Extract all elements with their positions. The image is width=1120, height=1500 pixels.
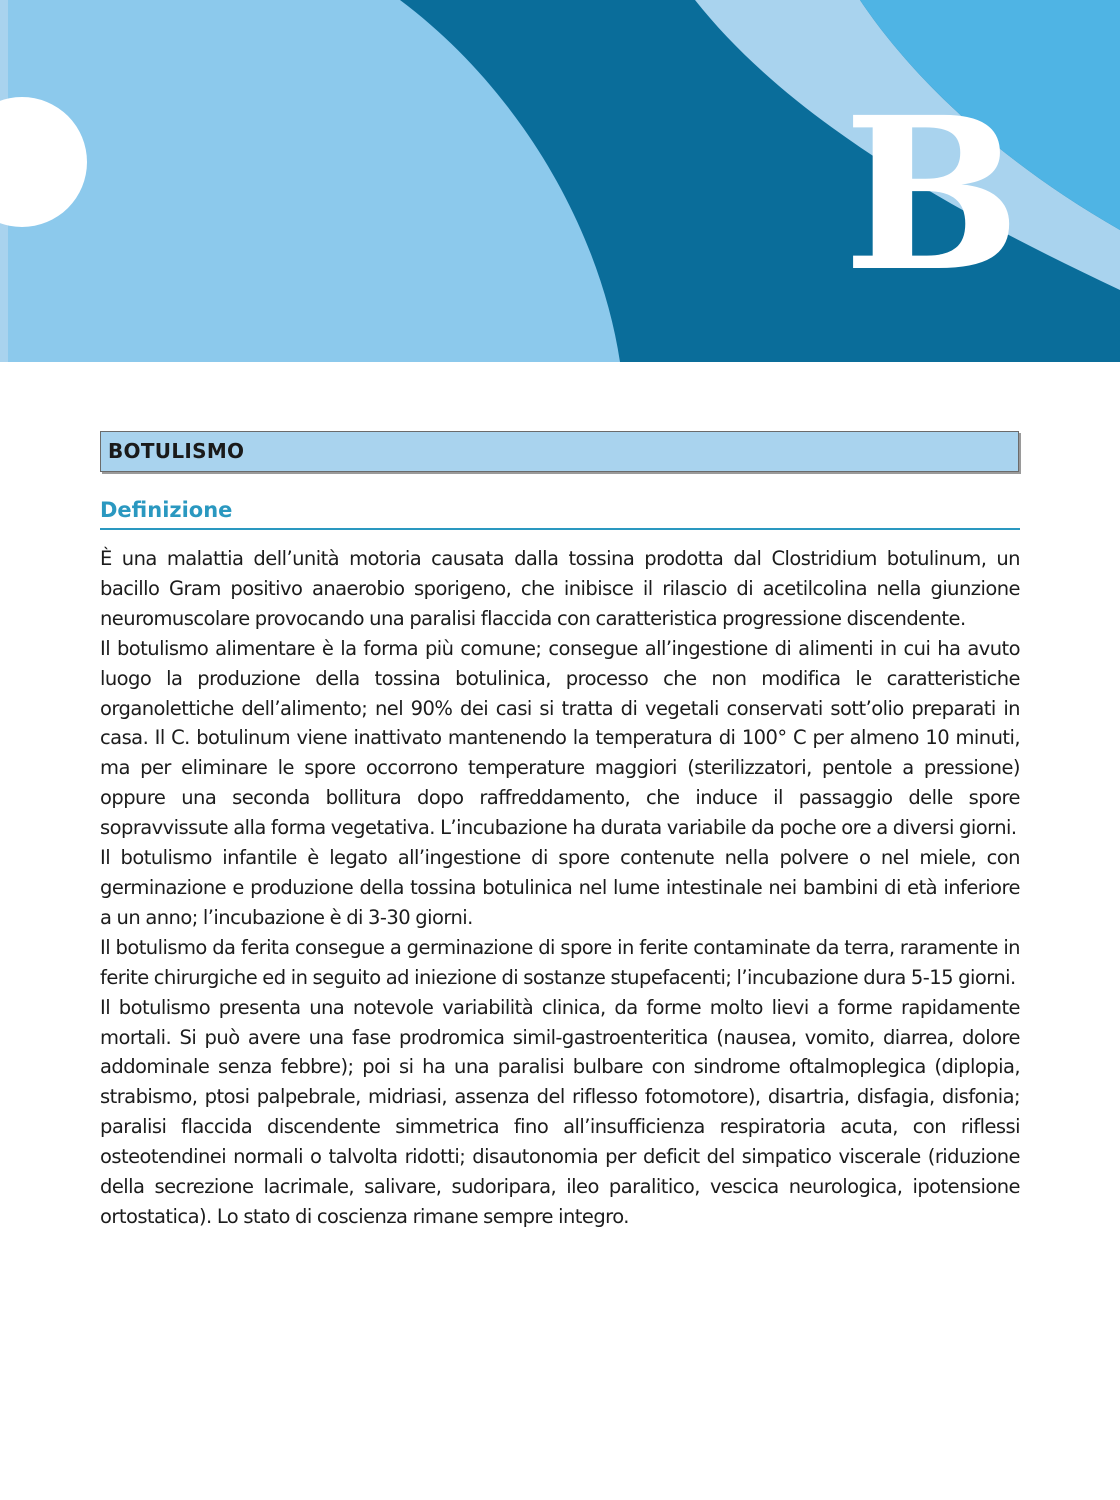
paragraph-wound: Il botulismo da ferita consegue a germinazione di spore in ferite contaminate da terra, raramente in ferite chirurgiche ed in seguito ad iniezione di sostanze stupefacenti; l’incubazione dura 5-15 giorni. [100,935,1020,989]
body-text [100,544,1020,1232]
subsection-title: Definizione [100,498,233,522]
subsection-heading [100,496,1020,530]
paragraph-definition: È una malattia dell’unità motoria causata dalla tossina prodotta dal Clostridium botulinum, un bacillo Gram positivo anaerobio sporigeno, che inibisce il rilascio di acetilcolina nella giunzione neuromuscolare provocando una paralisi flaccida con caratteristica progressione discendente. [100,547,1020,630]
section-title-box [100,431,1019,472]
chapter-letter: B [843,71,1021,318]
section-title: BOTULISMO [108,439,245,463]
paragraph-infant: Il botulismo infantile è legato all’ingestione di spore contenute nella polvere o nel miele, con germinazione e produzione della tossina botulinica nel lume intestinale nei bambini di età inferiore a un anno; l’incubazione è di 3-30 giorni. [100,846,1020,929]
paragraph-alimentary: Il botulismo alimentare è la forma più comune; consegue all’ingestione di alimenti in cui ha avuto luogo la produzione della tossina botulinica, processo che non modifica le caratteristiche organolettiche dell’alimento; nel 90% dei casi si tratta di vegetali conservati sott’olio preparati in casa. Il C. botulinum viene inattivato mantenendo la temperatura di 100° C per almeno 10 minuti, ma per eliminare le spore occorrono temperature maggiori (sterilizzatori, pentole a pressione) oppure una seconda bollitura dopo raffreddamento, che induce il passaggio delle spore sopravvissute alla forma vegetativa. L’incubazione ha durata variabile da poche ore a diversi giorni. [100,636,1020,840]
header-wave-graphic [0,0,1120,362]
chapter-header-banner [0,0,1120,362]
paragraph-clinical: Il botulismo presenta una notevole variabilità clinica, da forme molto lievi a forme rapidamente mortali. Si può avere una fase prodromica simil-gastroenteritica (nausea, vomito, diarrea, dolore addominale senza febbre); poi si ha una paralisi bulbare con sindrome oftalmoplegica (diplopia, strabismo, ptosi palpebrale, midriasi, assenza del riflesso fotomotore), disartria, disfagia, disfonia; paralisi flaccida discendente simmetrica fino all’insufficienza respiratoria acuta, con riflessi osteotendinei normali o talvolta ridotti; disautonomia per deficit del simpatico viscerale (riduzione della secrezione lacrimale, salivare, sudoripara, ileo paralitico, vescica neurologica, ipotensione ortostatica). Lo stato di coscienza rimane sempre integro. [100,995,1020,1228]
